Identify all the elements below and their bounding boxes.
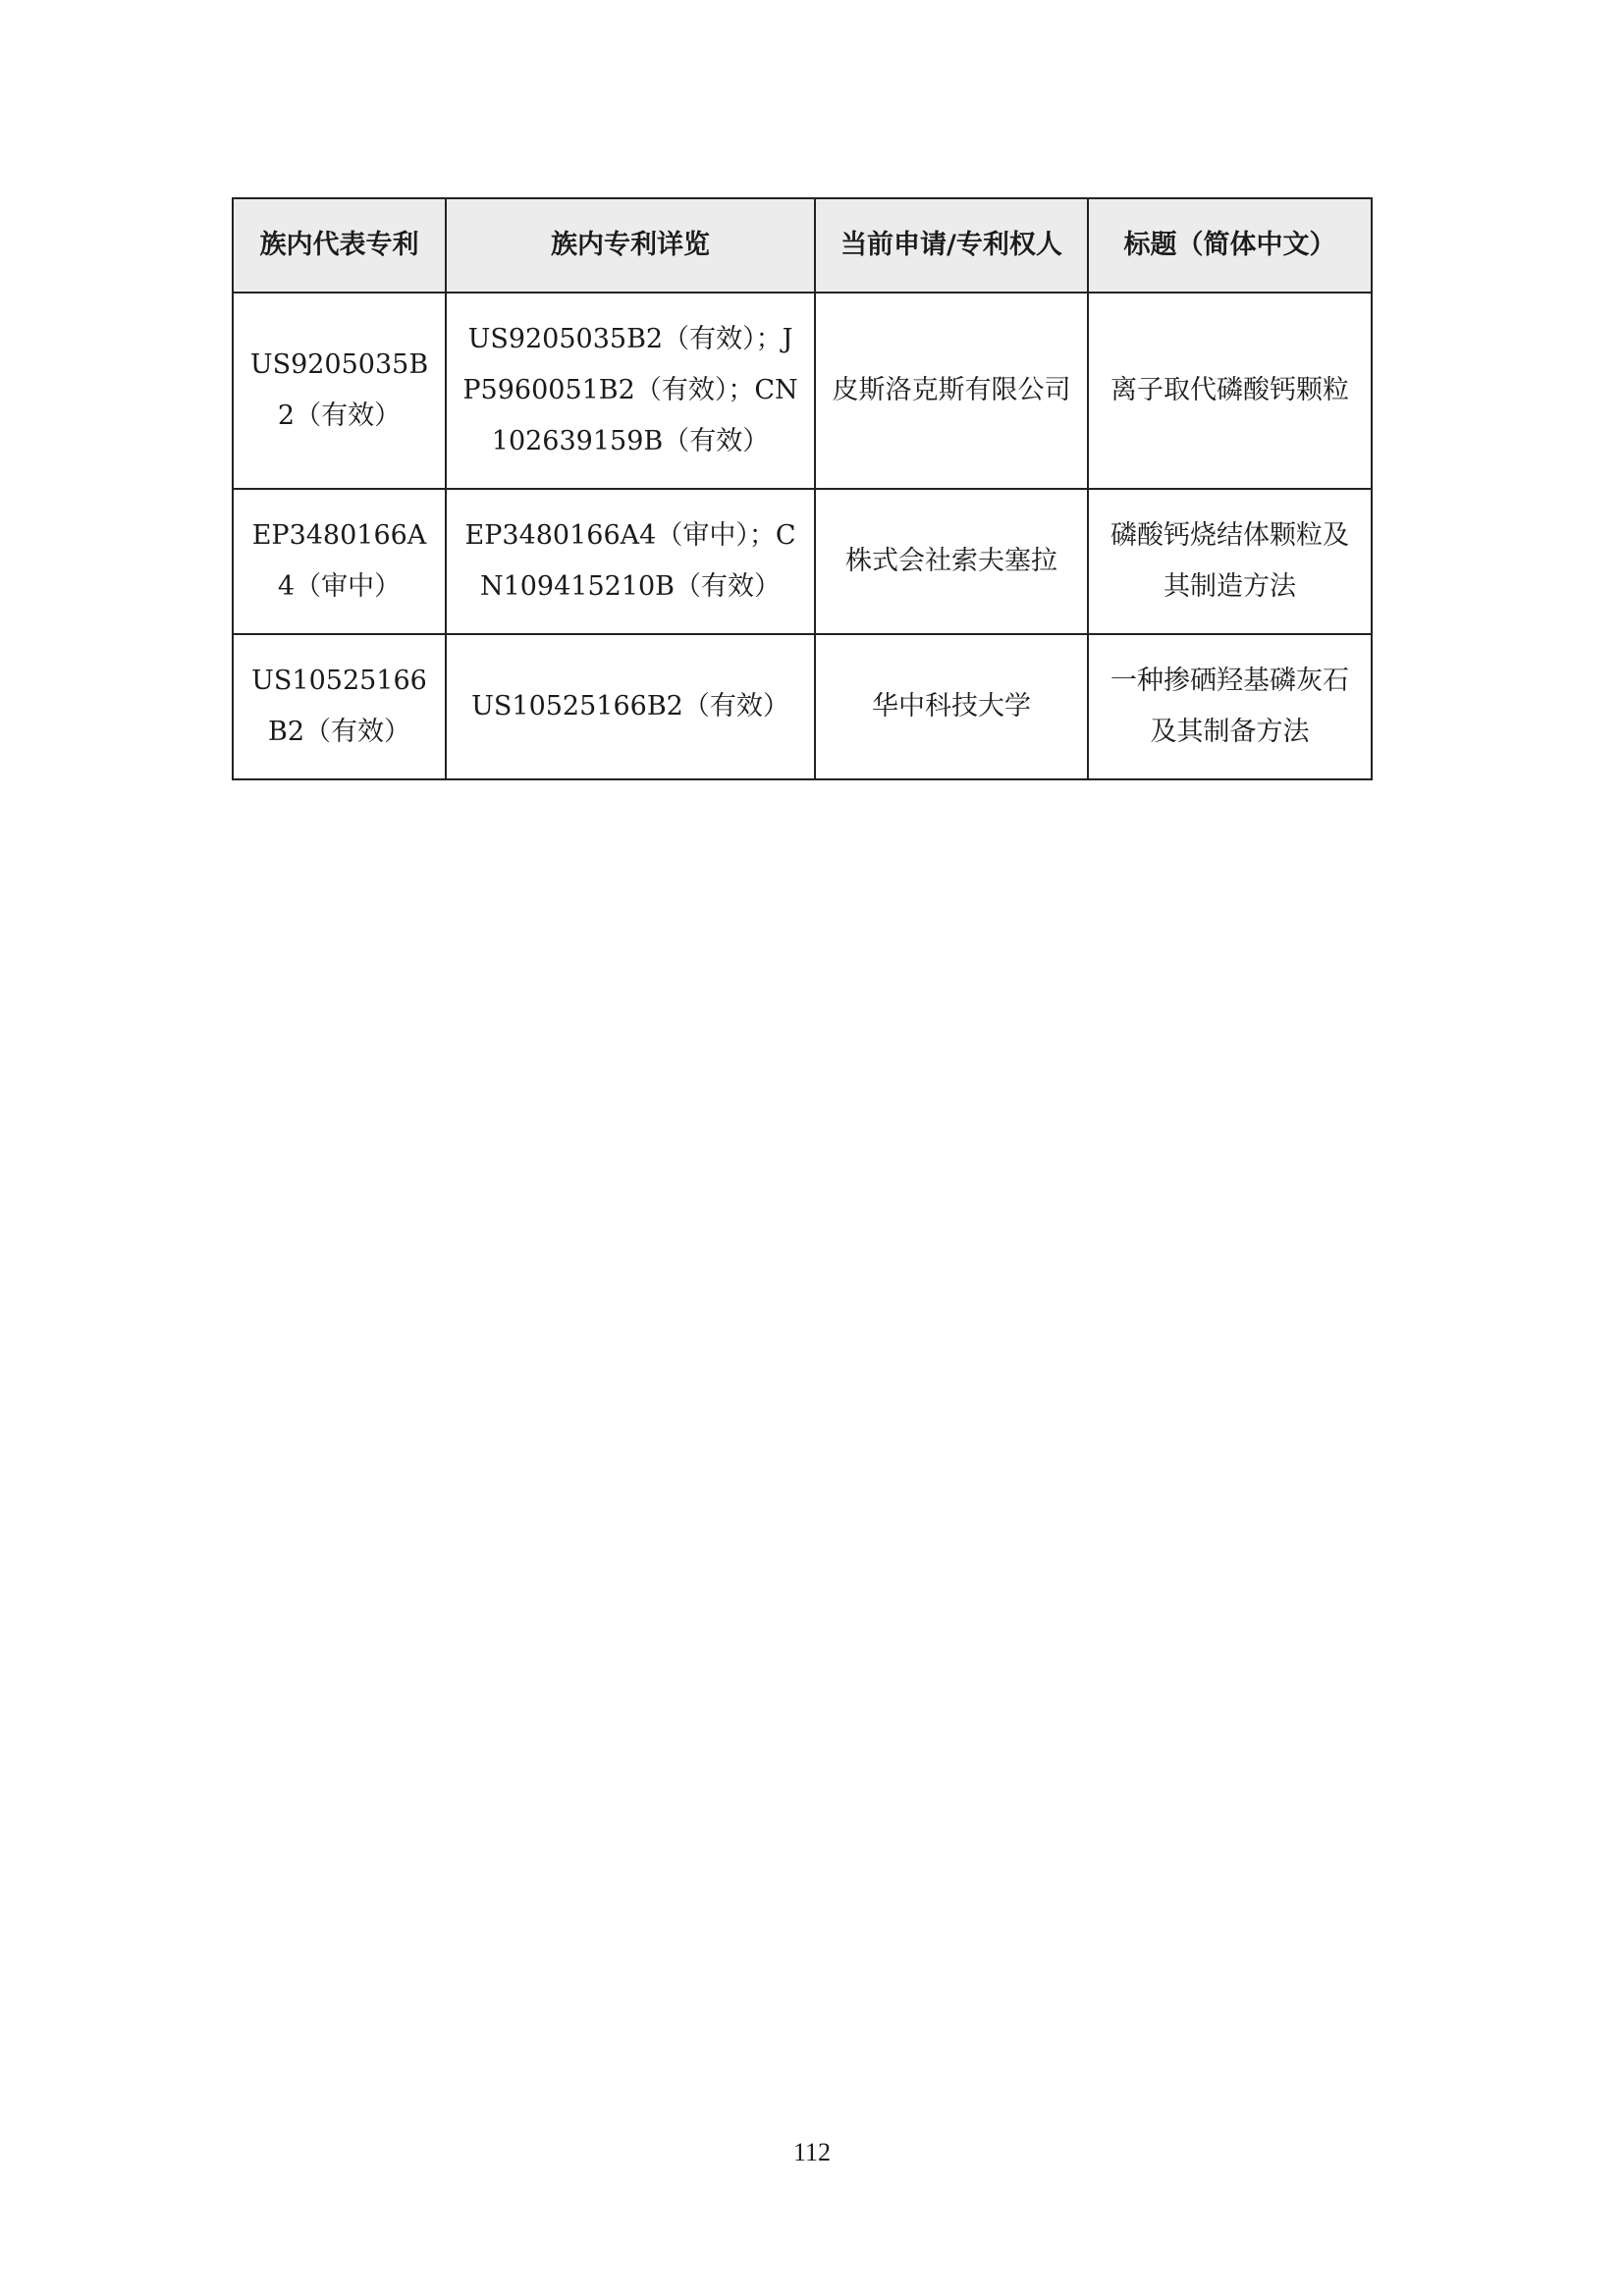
patent-family-table xyxy=(232,197,1373,780)
cell-assignee: 皮斯洛克斯有限公司 xyxy=(815,293,1088,489)
cell-representative-patent: US9205035B2（有效） xyxy=(233,293,446,489)
table-row xyxy=(233,489,1372,634)
header-family-details: 族内专利详览 xyxy=(446,198,815,293)
cell-family-details: US9205035B2（有效）；JP5960051B2（有效）；CN102639159B（有效） xyxy=(446,293,815,489)
cell-title: 离子取代磷酸钙颗粒 xyxy=(1088,293,1372,489)
table-row xyxy=(233,293,1372,489)
cell-family-details: EP3480166A4（审中）；CN109415210B（有效） xyxy=(446,489,815,634)
cell-representative-patent: US10525166B2（有效） xyxy=(233,634,446,779)
header-title: 标题（简体中文） xyxy=(1088,198,1372,293)
cell-title: 一种掺硒羟基磷灰石及其制备方法 xyxy=(1088,634,1372,779)
cell-title: 磷酸钙烧结体颗粒及其制造方法 xyxy=(1088,489,1372,634)
page-number: 112 xyxy=(792,2138,832,2166)
header-assignee: 当前申请/专利权人 xyxy=(815,198,1088,293)
cell-assignee: 华中科技大学 xyxy=(815,634,1088,779)
cell-representative-patent: EP3480166A4（审中） xyxy=(233,489,446,634)
table-row xyxy=(233,634,1372,779)
cell-family-details: US10525166B2（有效） xyxy=(446,634,815,779)
header-representative-patent: 族内代表专利 xyxy=(233,198,446,293)
cell-assignee: 株式会社索夫塞拉 xyxy=(815,489,1088,634)
table-header-row xyxy=(233,198,1372,293)
